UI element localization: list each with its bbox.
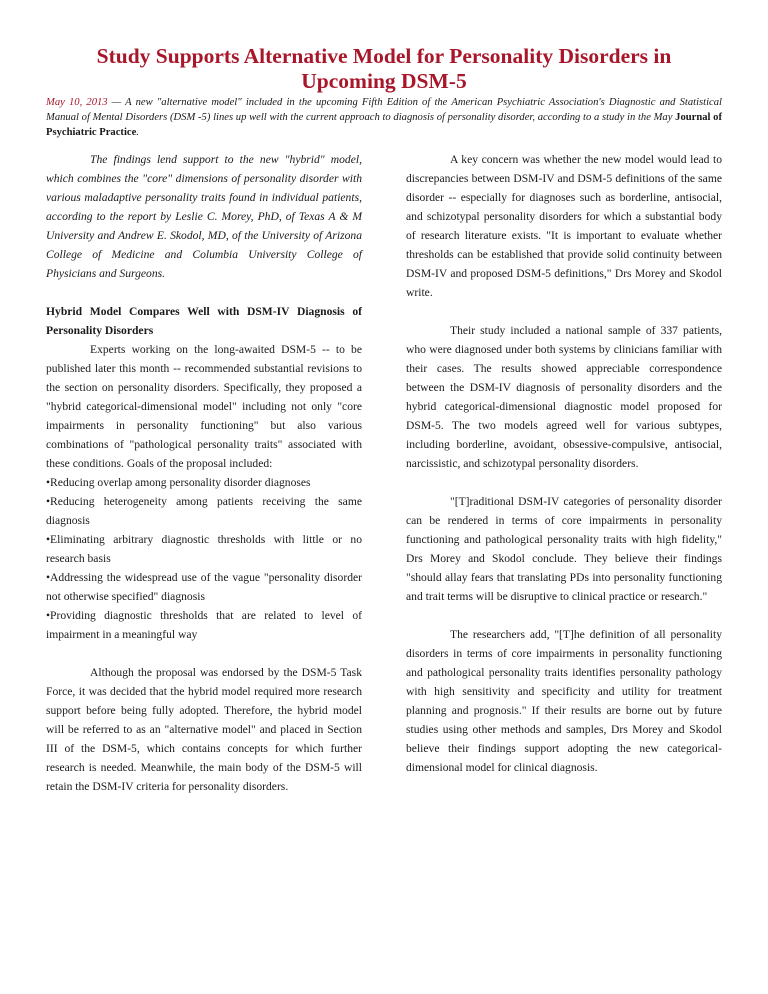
body-paragraph: Experts working on the long-awaited DSM-5 -- to be published later this month -- recommended substantial revisions to the section on personality disorders. Specifically, they proposed a "hybrid categorical-dimensional model" including not only "core impairments in personality functioning" but also various combinations of "pathological personality traits" associated with these conditions. Goals of the proposal included: xyxy=(46,343,362,470)
journal-name: Journal of Psychiatric Practice xyxy=(46,112,722,138)
body-paragraph: Although the proposal was endorsed by the DSM-5 Task Force, it was decided that the hybrid model required more research support before being fully adopted. Therefore, the hybrid model will be referred to as an "alternative model" and placed in Section III of the DSM-5, which contains concepts for which further research is needed. Meanwhile, the main body of the DSM-5 will retain the DSM-IV criteria for personality disorders. xyxy=(46,666,362,793)
bullet-item: •Reducing overlap among personality disorder diagnoses xyxy=(46,476,311,489)
bullet-item: •Eliminating arbitrary diagnostic thresholds with little or no research basis xyxy=(46,533,362,565)
section-subheading: Hybrid Model Compares Well with DSM-IV Diagnosis of Personality Disorders xyxy=(46,305,362,337)
article-dek xyxy=(46,95,722,140)
article-date: May 10, 2013 xyxy=(46,97,108,108)
left-column xyxy=(46,150,362,796)
bullet-item: •Providing diagnostic thresholds that are related to level of impairment in a meaningful way xyxy=(46,609,362,641)
right-column xyxy=(406,150,722,777)
bullet-item: •Addressing the widespread use of the vague "personality disorder not otherwise specified" diagnosis xyxy=(46,571,362,603)
body-paragraph: Their study included a national sample of 337 patients, who were diagnosed under both systems by clinicians familiar with their cases. The results showed appreciable correspondence between the DSM-IV diagnosis of personality disorders and the hybrid categorical-dimensional diagnostic model proposed for DSM-5. The two models agreed well for various subtypes, including borderline, avoidant, obsessive-compulsive, antisocial, narcissistic, and schizotypal personality disorders. xyxy=(406,324,722,470)
body-paragraph: A key concern was whether the new model would lead to discrepancies between DSM-IV and DSM-5 definitions of the same disorder -- especially for diagnoses such as borderline, antisocial, and schizotypal personality disorders for which a substantial body of research literature exists. "It is important to evaluate whether thresholds can be established that provide solid continuity between DSM-IV and proposed DSM-5 definitions," Drs Morey and Skodol write. xyxy=(406,153,722,299)
bullet-item: •Reducing heterogeneity among patients receiving the same diagnosis xyxy=(46,495,362,527)
dek-end: . xyxy=(136,127,139,138)
intro-paragraph: The findings lend support to the new "hybrid" model, which combines the "core" dimensions of personality disorder with various maladaptive personality traits found in individual patients, according to the report by Leslie C. Morey, PhD, of Texas A & M University and Andrew E. Skodol, MD, of the University of Arizona College of Medicine and Columbia University College of Physicians and Surgeons. xyxy=(46,153,362,280)
article-title: Study Supports Alternative Model for Personality Disorders in Upcoming DSM-5 xyxy=(96,44,672,93)
body-paragraph: "[T]raditional DSM-IV categories of personality disorder can be rendered in terms of core impairments in personality functioning and pathological personality traits with high fidelity," Drs Morey and Skodol conclude. They believe their findings "should allay fears that translating PDs into personality functioning and trait terms will be disruptive to clinical practice or research." xyxy=(406,495,722,603)
dek-separator: — xyxy=(107,97,126,108)
dek-text: A new "alternative model" included in the upcoming Fifth Edition of the American Psychiatric Association's Diagnostic and Statistical Manual of Mental Disorders (DSM -5) lines up well with the current approach to diagnosis of personality disorder, according to a study in the May xyxy=(46,97,722,123)
body-paragraph: The researchers add, "[T]he definition of all personality disorders in terms of core impairments in personality functioning and pathological personality traits identifies personality pathology with high sensitivity and specificity and utility for treatment planning and prognosis." If their results are borne out by future studies using other methods and samples, Drs Morey and Skodol believe their findings support adopting the new categorical-dimensional model for clinical diagnosis. xyxy=(406,628,722,774)
